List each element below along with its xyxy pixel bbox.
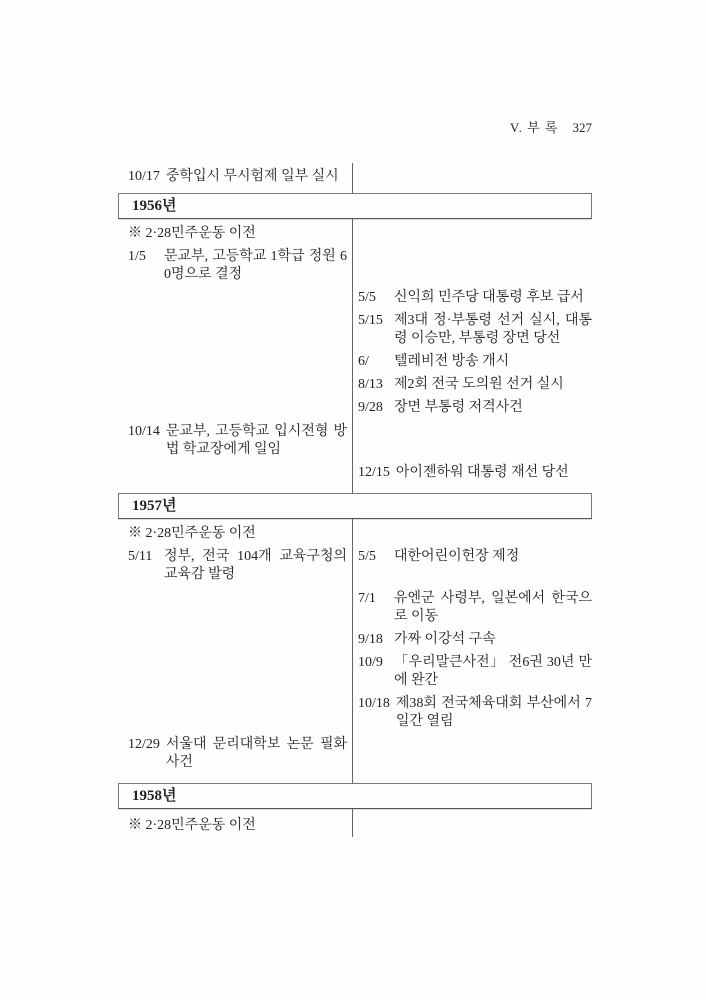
timeline-item: [118, 548, 352, 584]
item-date: 1/5: [128, 249, 146, 264]
timeline-row: [118, 590, 592, 626]
timeline-row: [118, 464, 592, 482]
item-date: 8/13: [358, 377, 383, 392]
spacer-cell: [118, 289, 352, 307]
item-text: 장면 부통령 저격사건: [394, 400, 523, 415]
timeline-row: [118, 654, 592, 690]
item-text: 문교부, 고등학교 1학급 정원 60명으로 결정: [164, 249, 347, 282]
timeline-item: [352, 312, 592, 348]
item-date: 9/18: [358, 632, 383, 647]
timeline-item: [352, 399, 592, 417]
timeline-row: [118, 399, 592, 417]
item-text: 서울대 문리대학보 논문 필화사건: [165, 737, 347, 770]
spacer-cell: [118, 353, 352, 371]
timeline-item: [118, 248, 352, 284]
timeline-item: [118, 168, 352, 186]
item-date: 12/29: [128, 737, 160, 752]
timeline-item: [118, 423, 352, 459]
spacer-cell: [118, 312, 352, 348]
spacer-cell: [118, 590, 352, 626]
section-1958-body: [118, 809, 592, 845]
timeline-row: [118, 312, 592, 348]
timeline-item: [352, 695, 592, 731]
item-text: 중학입시 무시험제 일부 실시: [165, 169, 339, 184]
timeline-row: [118, 423, 592, 459]
section-note: ※ 2·28민주운동 이전: [128, 226, 256, 241]
item-text: 정부, 전국 104개 교육구청의 교육감 발령: [164, 549, 347, 582]
spacer-cell: [118, 654, 352, 690]
item-text: 「우리말큰사전」 전6권 30년 만에 완간: [394, 655, 592, 688]
item-date: 6/: [358, 354, 369, 369]
item-text: 제2회 전국 도의원 선거 실시: [394, 377, 564, 392]
timeline-row: [118, 248, 592, 284]
item-text: 문교부, 고등학교 입시전형 방법 학교장에게 일임: [165, 424, 347, 457]
timeline-item: [352, 289, 592, 307]
page-number: 327: [572, 120, 592, 135]
item-date: 5/11: [128, 549, 153, 564]
section-note: ※ 2·28민주운동 이전: [128, 526, 256, 541]
year-label: 1958년: [132, 788, 177, 804]
timeline-row: [118, 376, 592, 394]
running-head-label: V. 부 록: [509, 120, 559, 135]
year-header-1957: [118, 493, 592, 519]
timeline-row: [118, 289, 592, 307]
item-date: 5/5: [358, 290, 376, 305]
year-label: 1956년: [132, 198, 177, 214]
item-text: 텔레비전 방송 개시: [394, 354, 510, 369]
item-date: 5/5: [358, 549, 376, 564]
year-header-1956: [118, 193, 592, 219]
column-divider: [352, 809, 353, 837]
item-date: 5/15: [358, 313, 383, 328]
item-date: 7/1: [358, 591, 376, 606]
timeline-row: [118, 695, 592, 731]
item-text: 아이젠하워 대통령 재선 당선: [395, 465, 569, 480]
timeline-item: [352, 464, 592, 482]
timeline-item: [352, 353, 592, 371]
item-text: 대한어린이헌장 제정: [394, 549, 520, 564]
item-date: 10/17: [128, 169, 160, 184]
item-date: 10/14: [128, 424, 160, 439]
spacer-cell: [118, 399, 352, 417]
year-header-1958: [118, 783, 592, 809]
section-note: ※ 2·28민주운동 이전: [128, 818, 256, 833]
item-text: 가짜 이강석 구속: [394, 632, 496, 647]
timeline-row: [118, 736, 592, 772]
timeline-item: [352, 548, 592, 584]
year-label: 1957년: [132, 498, 177, 514]
timeline-item: [352, 654, 592, 690]
item-text: 유엔군 사령부, 일본에서 한국으로 이동: [394, 591, 592, 624]
intro-row: [118, 163, 592, 193]
item-text: 신익희 민주당 대통령 후보 급서: [394, 290, 584, 305]
timeline-item: [352, 590, 592, 626]
column-divider: [352, 519, 353, 783]
item-date: 12/15: [358, 465, 390, 480]
spacer-cell: [118, 631, 352, 649]
running-head: [510, 120, 592, 136]
item-text: 제38회 전국체육대회 부산에서 7일간 열림: [395, 696, 592, 729]
item-date: 10/9: [358, 655, 383, 670]
timeline-item: [352, 376, 592, 394]
item-date: 10/18: [358, 696, 390, 711]
item-date: 9/28: [358, 400, 383, 415]
spacer-cell: [118, 695, 352, 731]
timeline-row: [118, 548, 592, 584]
item-text: 제3대 정·부통령 선거 실시, 대통령 이승만, 부통령 장면 당선: [394, 313, 592, 346]
timeline-row: [118, 353, 592, 371]
timeline-item: [352, 631, 592, 649]
chronology-content: [118, 163, 592, 845]
section-1956-body: [118, 219, 592, 493]
timeline-row: [118, 631, 592, 649]
spacer-cell: [118, 464, 352, 482]
column-divider: [352, 163, 353, 193]
timeline-item: [118, 736, 352, 772]
spacer-cell: [118, 376, 352, 394]
column-divider: [352, 219, 353, 493]
section-1957-body: [118, 519, 592, 783]
